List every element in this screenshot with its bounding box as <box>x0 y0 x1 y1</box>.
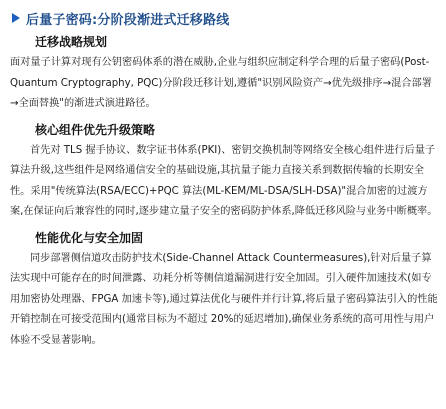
section-paragraph: 面对量子计算对现有公钥密码体系的潜在威胁,企业与组织应制定科学合理的后量子密码(Post-Quantum Cryptography, PQC)分阶段迁移计划,遵循"识别风险资产→优先级排序→混合部署→全面替换"的渐进式演进路径。 <box>10 57 432 109</box>
section-heading: 核心组件优先升级策略 <box>35 122 156 137</box>
section-migration-strategy <box>0 34 446 115</box>
section-core-component-upgrade <box>0 122 446 223</box>
triangle-bullet-icon <box>12 13 20 23</box>
title-row <box>0 8 446 28</box>
section-paragraph: 首先对 TLS 握手协议、数字证书体系(PKI)、密钥交换机制等网络安全核心组件进行后量子算法升级,这些组件是网络通信安全的基础设施,其抗量子能力直接关系到数据传输的长期安全性。采用"传统算法(RSA/ECC)+PQC 算法(ML-KEM/ML-DSA/SLH-DSA)"混合加密的过渡方案,在保证向后兼容性的同时,逐步建立量子安全的密码防护体系,降低迁移风险与业务中断概率。 <box>10 144 438 217</box>
page-title: 后量子密码:分阶段渐进式迁移路线 <box>26 12 230 28</box>
section-performance-hardening <box>0 230 446 352</box>
section-heading: 性能优化与安全加固 <box>35 230 144 245</box>
section-paragraph: 同步部署侧信道攻击防护技术(Side-Channel Attack Countermeasures),针对后量子算法实现中可能存在的时间泄露、功耗分析等侧信道漏洞进行安全加固。引入硬件加速技术(如专用加密协处理器、FPGA 加速卡等),通过算法优化与硬件并行计算,将后量子密码算法引入的性能开销控制在可接受范围内(通常目标为不超过 20%的延迟增加),确保业务系统的高可用性与用户体验不受显著影响。 <box>10 252 438 346</box>
section-heading: 迁移战略规划 <box>35 35 108 49</box>
